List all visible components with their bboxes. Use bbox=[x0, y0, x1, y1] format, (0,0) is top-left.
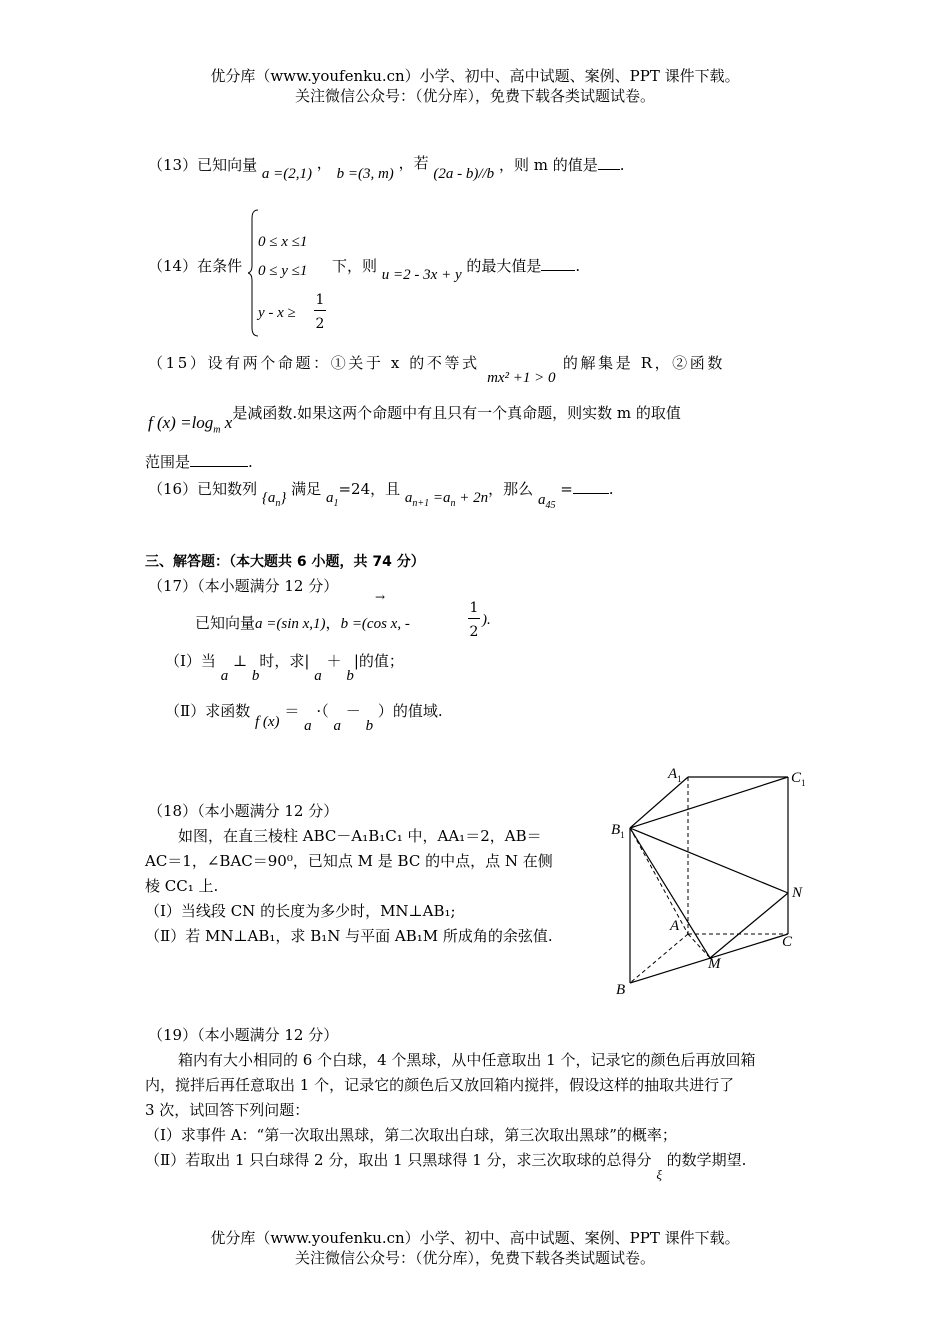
q15-line-3 bbox=[145, 451, 253, 472]
q17-p2-prefix: （Ⅱ）求函数 bbox=[165, 702, 251, 720]
q14-answer-blank bbox=[541, 256, 575, 271]
q16-prefix: （16）已知数列 bbox=[148, 480, 258, 498]
q15-suffix-1: 的解集是 R，②函数 bbox=[562, 354, 725, 372]
q15-line-1 bbox=[148, 352, 725, 386]
q17-given bbox=[195, 612, 410, 633]
q17-vector-b: b =(cos x, - bbox=[340, 616, 410, 632]
q17-frac-den: 2 bbox=[469, 624, 479, 640]
q17-p1-a: a bbox=[220, 668, 229, 684]
q17-p2-minus: － bbox=[345, 702, 361, 720]
label-B: B bbox=[616, 982, 626, 998]
header-line-1: 优分库（www.youfenku.cn）小学、初中、高中试题、案例、PPT 课件下载。 bbox=[210, 67, 740, 85]
edge-B1C1 bbox=[630, 777, 788, 828]
q14-constraint-2: 0 ≤ y ≤1 bbox=[258, 263, 308, 279]
q14-prefix: （14）在条件 bbox=[148, 257, 243, 275]
q14-frac-den: 2 bbox=[315, 316, 325, 332]
q18-head: （18）（本小题满分 12 分） bbox=[148, 802, 339, 820]
q19-p2-prefix: （Ⅱ）若取出 1 只白球得 2 分，取出 1 只黑球得 1 分，求三次取球的总得分 bbox=[145, 1151, 652, 1169]
q13-answer-blank bbox=[598, 155, 620, 170]
q19-line-2: 内，搅拌后再任意取出 1 个，记录它的颜色后又放回箱内搅拌，假设这样的抽取共进行了 bbox=[145, 1076, 735, 1094]
q16-answer-blank bbox=[573, 479, 609, 494]
q17-sep: ， bbox=[325, 614, 341, 632]
edge-A1B1 bbox=[630, 777, 688, 828]
q14-constraint-3: y - x ≥ bbox=[258, 305, 296, 321]
q17-p1-b2: b bbox=[346, 668, 354, 684]
label-M: M bbox=[708, 956, 721, 972]
q17-p2-a: a bbox=[304, 718, 312, 734]
q17-p2-dot: ·（ bbox=[316, 702, 329, 720]
q16-then: ，那么 bbox=[488, 480, 534, 498]
q17-p2-b: b bbox=[365, 718, 374, 734]
q17-given-prefix: 已知向量 bbox=[195, 614, 256, 632]
segment-B1M bbox=[630, 828, 710, 958]
q17-vector-a: a =(sin x,1) bbox=[255, 616, 326, 632]
q18-line-2: AC＝1，∠BAC＝90⁰，已知点 M 是 BC 的中点，点 N 在侧 bbox=[145, 852, 553, 870]
footer-line-2: 关注微信公众号：（优分库），免费下载各类试题试卷。 bbox=[294, 1249, 655, 1267]
label-N: N bbox=[792, 885, 803, 901]
q19-part-2 bbox=[145, 1149, 747, 1182]
q15-end: . bbox=[248, 453, 253, 471]
edge-AB-hidden bbox=[630, 934, 688, 983]
q18-line-3: 棱 CC₁ 上. bbox=[145, 877, 219, 895]
footer-line-1: 优分库（www.youfenku.cn）小学、初中、高中试题、案例、PPT 课件下载。 bbox=[210, 1229, 740, 1247]
q14-objective: u =2 - 3x + y bbox=[381, 267, 462, 283]
label-C: C bbox=[782, 934, 793, 950]
q16-a1-value: =24，且 bbox=[338, 480, 401, 498]
segment-AM-hidden bbox=[688, 934, 710, 958]
q14-mid: 下，则 bbox=[332, 257, 378, 275]
q16-a45: $a_{45}$ bbox=[537, 492, 556, 511]
q15-prefix: （15）设有两个命题：①关于 x 的不等式 bbox=[148, 354, 480, 372]
q15-answer-blank bbox=[190, 452, 248, 467]
q16-a1: $a_1$ bbox=[325, 490, 339, 509]
q17-p1-suffix: |的值； bbox=[353, 652, 404, 670]
q19-head: （19）（本小题满分 12 分） bbox=[148, 1026, 339, 1044]
segment-MN bbox=[710, 893, 788, 958]
q14-frac-num: 1 bbox=[315, 292, 325, 308]
q13-condition: (2a - b)//b bbox=[433, 166, 495, 182]
q15-inequality: mx² +1 > 0 bbox=[487, 370, 556, 386]
q16-equals: = bbox=[560, 480, 573, 498]
q15-range-label: 范围是 bbox=[145, 453, 191, 471]
q14-constraint-1: 0 ≤ x ≤1 bbox=[258, 234, 308, 250]
q19-part-1: （Ⅰ）求事件 A：“第一次取出黑球，第二次取出白球，第三次取出黑球”的概率； bbox=[145, 1126, 677, 1144]
q17-p1-plus: ＋ bbox=[326, 652, 342, 670]
q13-sep: ， bbox=[316, 154, 332, 172]
q17-frac-num: 1 bbox=[469, 600, 479, 616]
q17-p2-suffix: ）的值域. bbox=[377, 702, 443, 720]
q17-p1-prefix: （Ⅰ）当 bbox=[165, 652, 216, 670]
q13-vector-b: b =(3, m) bbox=[336, 166, 394, 182]
label-A1: $A_1$ bbox=[668, 766, 682, 784]
q13-vector-a: a =(2,1) bbox=[261, 166, 312, 182]
q16-end: . bbox=[608, 480, 614, 498]
label-C1: $C_1$ bbox=[791, 770, 806, 788]
q14-frac-bar bbox=[314, 310, 326, 311]
q17-p1-b: b bbox=[251, 668, 260, 684]
q18-part-1: （Ⅰ）当线段 CN 的长度为多少时，MN⊥AB₁; bbox=[145, 902, 456, 920]
q18-line-1: 如图，在直三棱柱 ABC－A₁B₁C₁ 中，AA₁＝2，AB＝ bbox=[178, 827, 542, 845]
label-A: A bbox=[670, 918, 680, 934]
header-line-2: 关注微信公众号：（优分库），免费下载各类试题试卷。 bbox=[294, 87, 655, 105]
q15-function: f $(x) =\log_m$ x bbox=[148, 413, 233, 436]
q17-b-close: ). bbox=[482, 612, 491, 628]
q15-line-2 bbox=[148, 402, 681, 436]
q19-xi: ξ bbox=[656, 1167, 662, 1182]
q17-p2-f: f (x) bbox=[254, 714, 280, 730]
q16-sequence: $\{a_n\}$ bbox=[261, 490, 287, 509]
q13-suffix: ，则 m 的值是 bbox=[498, 156, 598, 174]
q17-p2-eq: ＝ bbox=[284, 702, 300, 720]
label-B1: $B_1$ bbox=[611, 822, 625, 840]
question-16 bbox=[148, 478, 614, 511]
q16-recurrence: $a_{n+1} =a_n + 2n$ bbox=[404, 490, 489, 509]
segment-B1N bbox=[630, 828, 788, 893]
q17-p2-a2: a bbox=[333, 718, 341, 734]
q15-line-2-text: 是减函数.如果这两个命题中有且只有一个真命题，则实数 m 的取值 bbox=[232, 404, 681, 422]
q17-frac-bar bbox=[468, 618, 480, 619]
q14-end: . bbox=[575, 257, 581, 275]
q14-suffix: 的最大值是 bbox=[466, 257, 542, 275]
q19-p2-suffix: 的数学期望. bbox=[666, 1151, 747, 1169]
q14-body bbox=[332, 255, 581, 283]
q17-p1-a2: a bbox=[314, 668, 322, 684]
segment-B1A-hidden bbox=[630, 828, 688, 934]
q13-if: ，若 bbox=[398, 154, 429, 172]
q13-prefix: （13）已知向量 bbox=[148, 156, 258, 174]
q13-end: . bbox=[619, 156, 625, 174]
q17-part-1 bbox=[165, 650, 404, 684]
q18-part-2: （Ⅱ）若 MN⊥AB₁，求 B₁N 与平面 AB₁M 所成角的余弦值. bbox=[145, 927, 553, 945]
q17-b-arrow: → bbox=[375, 590, 386, 604]
q16-satisfies: 满足 bbox=[291, 480, 322, 498]
section-3-title: 三、解答题：（本大题共 6 小题，共 74 分） bbox=[145, 554, 425, 570]
q17-part-2 bbox=[165, 700, 443, 734]
q19-line-3: 3 次，试回答下列问题： bbox=[145, 1101, 310, 1119]
question-13 bbox=[148, 154, 625, 182]
q19-line-1: 箱内有大小相同的 6 个白球，4 个黑球，从中任意取出 1 个，记录它的颜色后再放回箱 bbox=[178, 1051, 756, 1069]
q17-head: （17）（本小题满分 12 分） bbox=[148, 577, 339, 595]
q17-p1-mid: 时，求| bbox=[259, 652, 310, 670]
q17-p1-perp: ⊥ bbox=[233, 652, 248, 670]
